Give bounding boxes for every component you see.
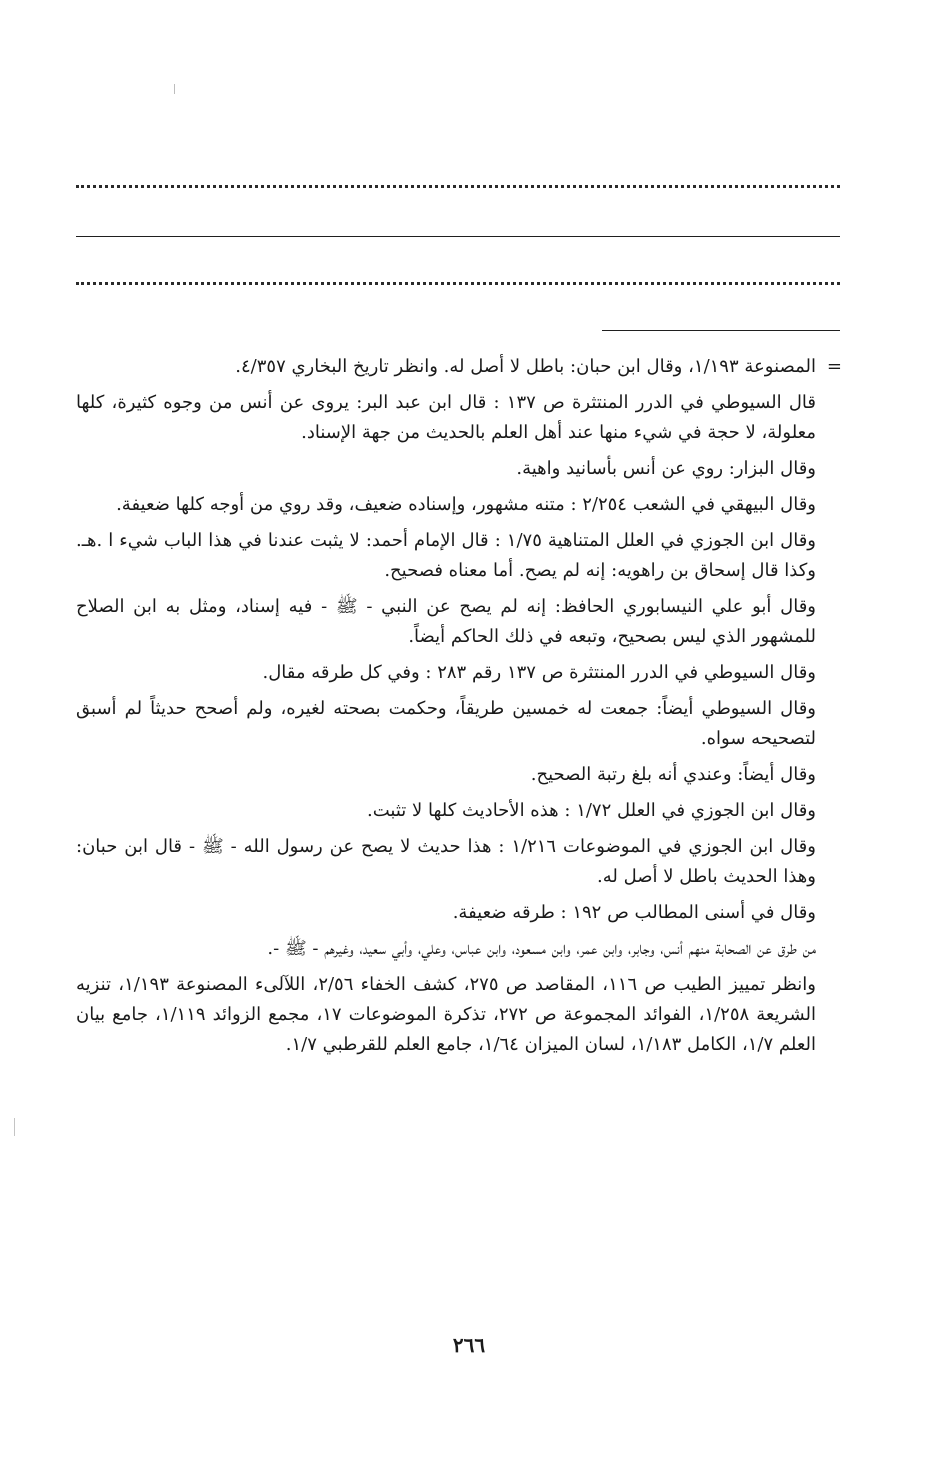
footnote-paragraph: قال السيوطي في الدرر المنتثرة ص ١٣٧ : قال ابن عبد البر: يروى عن أنس من وجوه كثيرة، كلها معلولة، لا حجة في شيء منها عند أهل العلم بالحديث من جهة الإسناد. — [76, 392, 816, 443]
footnote-paragraph: وقال البزار: روي عن أنس بأسانيد واهية. — [516, 458, 816, 479]
footnote-paragraph: وقال السيوطي في الدرر المنتثرة ص ١٣٧ رقم ٢٨٣ : وفي كل طرقه مقال. — [262, 662, 816, 683]
footnote-paragraph: وقال في أسنى المطالب ص ١٩٢ : طرقه ضعيفة. — [452, 902, 816, 923]
footnote-paragraph: وانظر تمييز الطيب ص ١١٦، المقاصد ص ٢٧٥، كشف الخفاء ٢/٥٦، اللآلىء المصنوعة ١/١٩٣، تنزيه الشريعة ١/٢٥٨، الفوائد المجموعة ص ٢٧٢، تذكرة الموضوعات ١٧، مجمع الزوائد ١/١١٩، جامع بيان العلم ١/٧، الكامل ١/١٨٣، لسان الميزان ١/٦٤، جامع العلم للقرطبي ١/٧. — [76, 974, 817, 1055]
footnote-rule — [602, 330, 840, 331]
dotted-separator-bottom — [76, 282, 840, 285]
footnote-paragraph: وقال أبو علي النيسابوري الحافظ: إنه لم يصح عن النبي - ﷺ - فيه إسناد، ومثل به ابن الصلاح للمشهور الذي ليس بصحيح، وتبعه في ذلك الحاكم أيضاً. — [76, 596, 816, 647]
scan-mark-side — [14, 1118, 15, 1136]
footnote-paragraph: وقال ابن الجوزي في العلل المتناهية ١/٧٥ : قال الإمام أحمد: لا يثبت عندنا في هذا الباب شيء ا .هـ. وكذا قال إسحاق بن راهويه: إنه لم يصح. أما معناه فصحيح. — [76, 530, 816, 581]
footnotes — [76, 352, 816, 1066]
footnote-paragraph: وقال السيوطي أيضاً: جمعت له خمسين طريقاً، وحكمت بصحته لغيره، ولم أصحح حديثاً لم أسبق لتصحيحه سواه. — [76, 698, 816, 749]
footnote-paragraph: وقال ابن الجوزي في العلل ١/٧٢ : هذه الأحاديث كلها لا تثبت. — [366, 800, 816, 821]
page-number: ٢٦٦ — [452, 1333, 486, 1357]
dotted-separator-top — [76, 185, 840, 188]
solid-separator — [76, 236, 840, 237]
footnote-paragraph: وقال البيهقي في الشعب ٢/٢٥٤ : متنه مشهور، وإسناده ضعيف، وقد روي من أوجه كلها ضعيفة. — [116, 494, 816, 515]
footnote-paragraph: المصنوعة ١/١٩٣، وقال ابن حبان: باطل لا أصل له. وانظر تاريخ البخاري ٤/٣٥٧. — [235, 356, 816, 377]
scan-mark-top — [174, 84, 175, 94]
footnote-paragraph: وقال أيضاً: وعندي أنه بلغ رتبة الصحيح. — [530, 764, 816, 785]
continuation-marker: = — [826, 356, 842, 377]
footnote-paragraph: من طرق عن الصحابة منهم أنس، وجابر، وابن عمر، وابن مسعود، وابن عباس، وعلي، وأبي سعيد، وغيرهم - ﷺ -. — [267, 938, 816, 959]
footnote-paragraph: وقال ابن الجوزي في الموضوعات ١/٢١٦ : هذا حديث لا يصح عن رسول الله - ﷺ - قال ابن حبان: وهذا الحديث باطل لا أصل له. — [76, 836, 816, 887]
